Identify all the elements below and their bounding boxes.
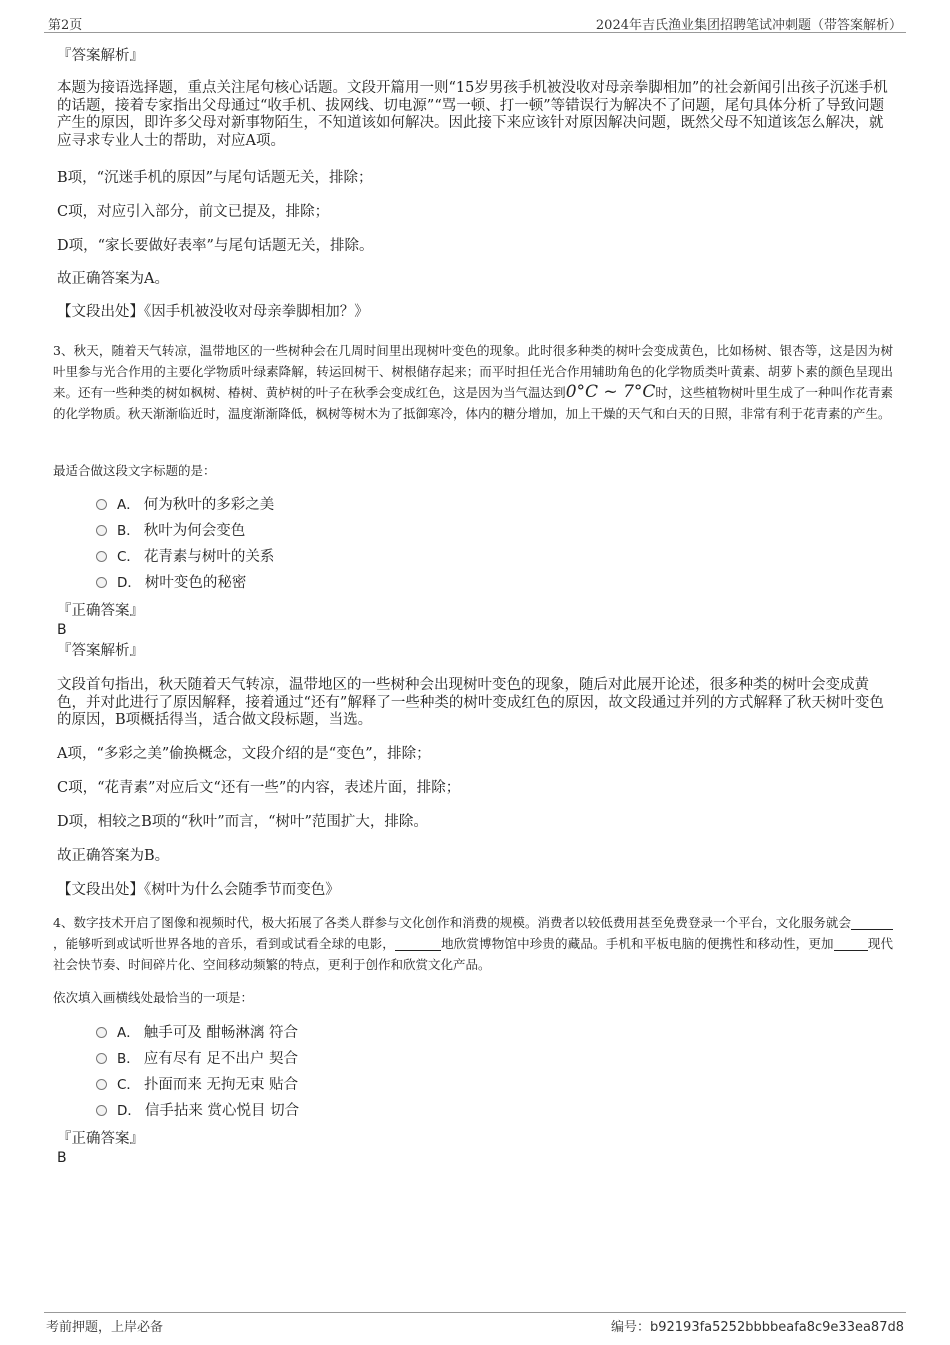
q3-correct-label: 『正确答案』 (57, 603, 144, 619)
q3-stem-part2: 时，这些植物树叶里生成了一种叫作花青素的化学物质。秋天渐渐临近时，温度渐渐降低，枫树等树木为了抵御寒冷，体内的糖分增加，加上干燥的天气和白天的日照，非常有利于花青素的产生。 (53, 385, 893, 421)
q4-option-d[interactable] (96, 1101, 299, 1121)
q2-analysis-label: 『答案解析』 (57, 48, 144, 64)
option-text: 扑面而来 无拘无束 贴合 (143, 1077, 299, 1093)
q2-conclusion: 故正确答案为A。 (57, 271, 169, 287)
q4-correct-label: 『正确答案』 (57, 1131, 144, 1147)
temperature-formula: 0°C ~ 7°C (565, 382, 656, 402)
page-footer (44, 1312, 906, 1335)
option-key: B． (117, 523, 140, 539)
q3-source: 【文段出处】《树叶为什么会随季节而变色》 (57, 882, 340, 898)
q3-option-c[interactable] (96, 547, 274, 567)
radio-icon[interactable] (96, 1105, 107, 1116)
q4-option-b[interactable] (96, 1049, 298, 1069)
q4-question: 依次填入画横线处最恰当的一项是： (53, 990, 254, 1005)
radio-icon[interactable] (96, 1079, 107, 1090)
radio-icon[interactable] (96, 1027, 107, 1038)
radio-icon[interactable] (96, 1053, 107, 1064)
q4-stem-part3: 地欣赏博物馆中珍贵的藏品。手机和平板电脑的便携性和移动性，更加 (440, 936, 834, 951)
q4-stem-part2: ，能够听到或试听世界各地的音乐，看到或试看全球的电影， (53, 936, 395, 951)
q2-option-d-analysis: D项，“家长要做好表率”与尾句话题无关，排除。 (57, 238, 374, 254)
radio-icon[interactable] (96, 499, 107, 510)
q3-stem (53, 340, 893, 424)
option-key: A． (117, 497, 140, 513)
code-label: 编号： (610, 1320, 650, 1335)
option-text: 树叶变色的秘密 (144, 575, 247, 591)
q3-stem-part1: 3、秋天，随着天气转凉，温带地区的一些树种会在几周时间里出现树叶变色的现象。此时很多种类的树叶会变成黄色，比如杨树、银杏等，这是因为树叶里参与光合作用的主要化学物质叶绿素降解，转运回树干、树根储存起来；而平时担任光合作用辅助角色的化学物质类叶黄素、胡萝卜素的颜色呈现出来。还有一些种类的树如枫树、椿树、黄栌树的叶子在秋季会变成红色，这是因为当气温达到 (53, 343, 893, 400)
q4-stem (53, 912, 893, 975)
option-key: C． (117, 549, 140, 565)
q4-option-a[interactable] (96, 1023, 298, 1043)
q2-option-c-analysis: C项，对应引入部分，前文已提及，排除； (57, 204, 330, 220)
option-key: B． (117, 1051, 140, 1067)
q3-analysis-label: 『答案解析』 (57, 643, 144, 659)
document-title: 2024年吉氏渔业集团招聘笔试冲刺题（带答案解析） (595, 18, 902, 33)
option-text: 信手拈来 赏心悦目 切合 (144, 1103, 300, 1119)
q3-option-d-analysis: D项，相较之B项的“秋叶”而言，“树叶”范围扩大，排除。 (57, 814, 428, 830)
radio-icon[interactable] (96, 577, 107, 588)
option-key: D． (117, 575, 141, 591)
q4-correct-answer: B (57, 1150, 67, 1166)
blank-3 (834, 936, 868, 951)
radio-icon[interactable] (96, 525, 107, 536)
q4-stem-part1: 4、数字技术开启了图像和视频时代，极大拓展了各类人群参与文化创作和消费的规模。消费者以较低费用甚至免费登录一个平台，文化服务就会 (53, 915, 851, 930)
q4-stem-part4: 现代社会快节奏、时间碎片化、空间移动频繁的特点，更利于创作和欣赏文化产品。 (53, 936, 893, 972)
page-number: 第2页 (48, 18, 83, 33)
q2-option-b-analysis: B项，“沉迷手机的原因”与尾句话题无关，排除； (57, 170, 373, 186)
radio-icon[interactable] (96, 551, 107, 562)
blank-1 (851, 915, 893, 930)
option-text: 应有尽有 足不出户 契合 (143, 1051, 298, 1067)
code-value: b92193fa5252bbbbeafa8c9e33ea87d8 (649, 1320, 904, 1335)
q3-correct-answer: B (57, 622, 67, 638)
q4-option-c[interactable] (96, 1075, 298, 1095)
q3-conclusion: 故正确答案为B。 (57, 848, 170, 864)
option-key: A． (117, 1025, 140, 1041)
q3-option-c-analysis: C项，“花青素”对应后文“还有一些”的内容，表述片面，排除； (57, 780, 461, 796)
option-text: 触手可及 酣畅淋漓 符合 (143, 1025, 298, 1041)
option-text: 花青素与树叶的关系 (143, 549, 275, 565)
option-key: D． (117, 1103, 141, 1119)
q2-analysis-text: 本题为接语选择题，重点关注尾句核心话题。文段开篇用一则“15岁男孩手机被没收对母亲拳脚相加”的社会新闻引出孩子沉迷手机的话题，接着专家指出父母通过“收手机、拔网线、切电源”“骂一顿、打一顿”等错误行为解决不了问题，尾句具体分析了导致问题产生的原因，即许多父母对新事物陌生，不知道该如何解决。因此接下来应该针对原因解决问题，既然父母不知道该怎么解决，就应寻求专业人士的帮助，对应A项。 (57, 80, 888, 149)
q3-option-d[interactable] (96, 573, 246, 593)
document-code (611, 1316, 904, 1335)
q3-question: 最适合做这段文字标题的是： (53, 463, 216, 478)
q3-option-b[interactable] (96, 521, 245, 541)
q3-analysis-text: 文段首句指出，秋天随着天气转凉，温带地区的一些树种会出现树叶变色的现象，随后对此展开论述，很多种类的树叶会变成黄色，并对此进行了原因解释，接着通过“还有”解释了一些种类的树叶变成红色的原因，故文段通过并列的方式解释了秋天树叶变色的原因，B项概括得当，适合做文段标题，当选。 (57, 677, 884, 728)
page-header (44, 12, 906, 33)
option-text: 何为秋叶的多彩之美 (143, 497, 275, 513)
q3-option-a-analysis: A项，“多彩之美”偷换概念，文段介绍的是“变色”，排除； (57, 746, 431, 762)
q2-source: 【文段出处】《因手机被没收对母亲拳脚相加？》 (57, 304, 369, 320)
option-text: 秋叶为何会变色 (143, 523, 246, 539)
q3-option-a[interactable] (96, 495, 274, 515)
blank-2 (395, 936, 441, 951)
option-key: C． (117, 1077, 140, 1093)
footer-slogan: 考前押题，上岸必备 (46, 1320, 164, 1335)
